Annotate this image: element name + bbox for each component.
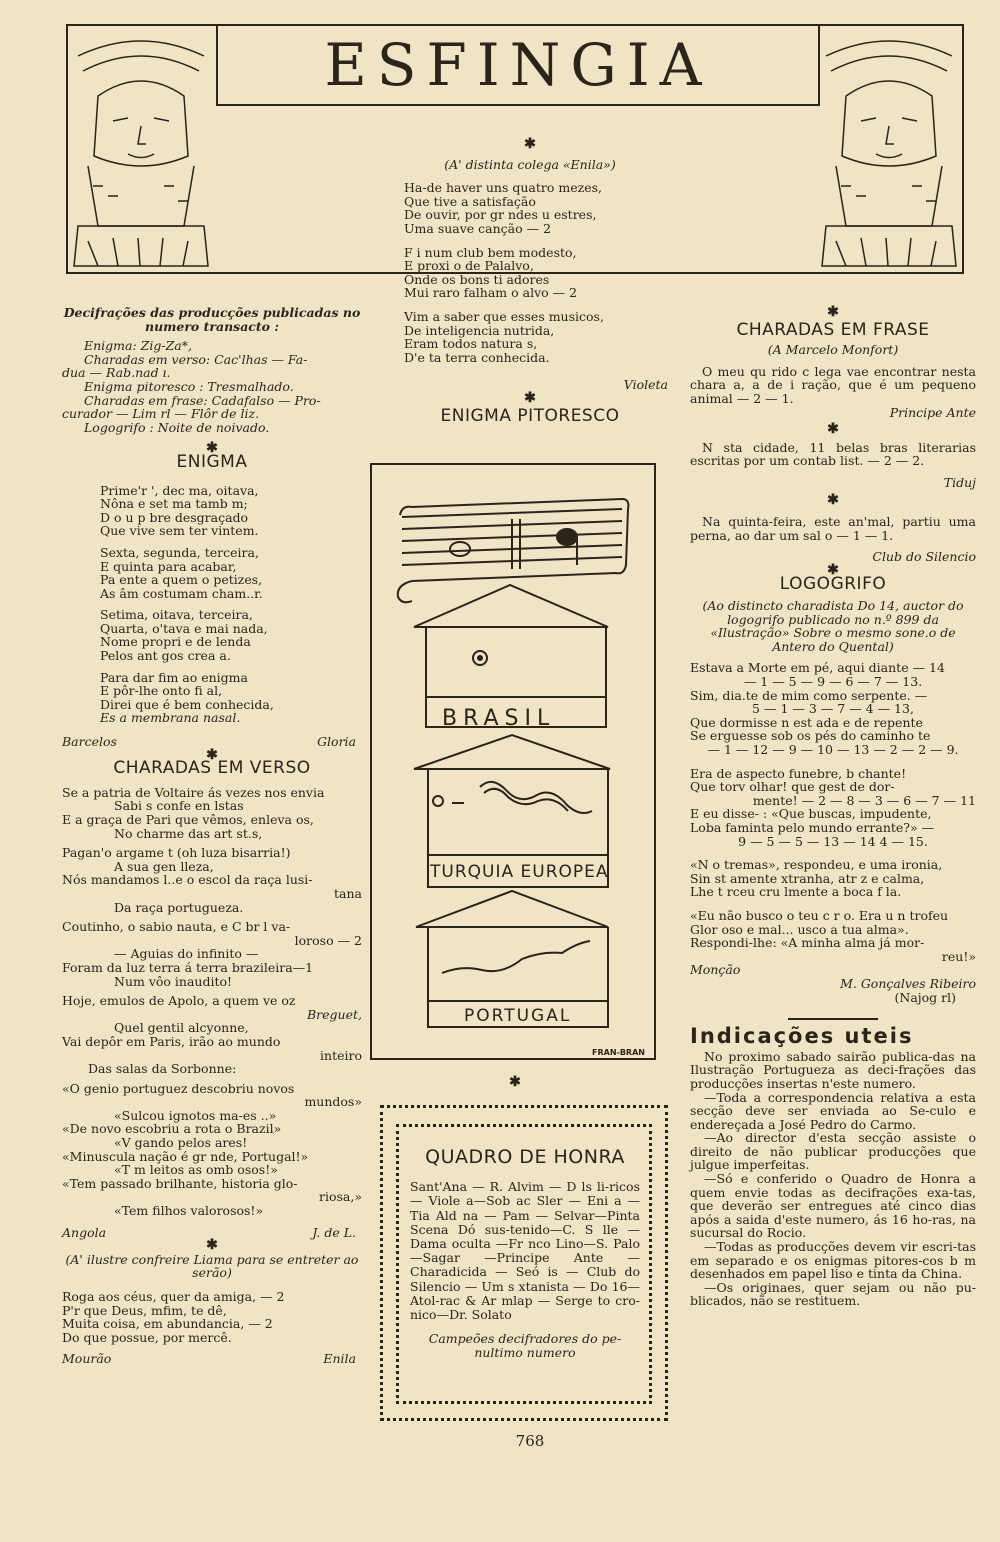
verse-line: Vai depôr em Paris, irão ao mundo xyxy=(62,1033,281,1049)
verse-line: Hoje, emulos de Apolo, a quem ve oz xyxy=(62,993,296,1009)
left-column xyxy=(62,306,362,1366)
verse-line: Que vive sem ter vintem. xyxy=(100,523,259,539)
verse-line: Ha-de haver uns quatro mezes, xyxy=(404,180,602,196)
star-divider: ✱ xyxy=(524,136,536,152)
pic-label-brasil: BRASIL xyxy=(442,706,556,731)
verse-line: Do que possue, por mercê. xyxy=(62,1329,232,1345)
decifracao-line: Logogrifo : Noite de noivado. xyxy=(84,419,270,435)
indicacao-paragraph: —Todas as producções devem vir escri-tas em separado e os enigmas pitores-cos b m desenhados em papel liso e tinta da China. xyxy=(690,1239,976,1282)
verse-line: Das salas da Sorbonne: xyxy=(88,1061,237,1077)
honra-footer: Campeões decifradores do pe-nultimo numero xyxy=(428,1331,622,1361)
signature-place: Barcelos xyxy=(62,734,117,750)
decifracao-line: Enigma pitoresco : Tresmalhado. xyxy=(84,378,294,394)
verse-line: «N o tremas», respondeu, e uma ironia, xyxy=(690,857,943,873)
verse-line: Se erguesse sob os pés do caminho te xyxy=(690,728,931,744)
verse-line: — 1 — 5 — 9 — 6 — 7 — 13. xyxy=(743,674,923,690)
verse-line: As âm costumam cham..r. xyxy=(100,585,263,601)
pitoresco-picture xyxy=(372,465,654,1058)
star-divider: ✱ xyxy=(509,1074,521,1090)
verse-line: Loba faminta pelo mundo errante?» — xyxy=(690,820,935,835)
verse-line: E a graça de Pari que vêmos, enleva os, xyxy=(62,812,314,827)
decifracoes-list xyxy=(62,339,362,434)
pic-signature: FRAN-BRAN xyxy=(592,1048,645,1057)
charadas-frase-heading: CHARADAS EM FRASE xyxy=(736,319,930,340)
decifracao-line: curador — Lim rl — Flôr de liz. xyxy=(62,406,260,422)
verse-line: Nôna e set ma tamb m; xyxy=(100,496,248,512)
verse-line: tana xyxy=(334,885,362,901)
stanza xyxy=(404,181,668,235)
star-divider: ✱ xyxy=(827,304,839,320)
verse-line: Glor oso e mal... usco a tua alma». xyxy=(690,921,909,937)
verse-line: «T m leitos as omb osos!» xyxy=(114,1162,278,1178)
verse-line: «Minuscula nação é gr nde, Portugal!» xyxy=(62,1148,309,1164)
sphinx-left-illustration xyxy=(68,26,214,272)
enigma-poem xyxy=(62,484,362,726)
verse-line: Eram todos natura s, xyxy=(404,336,538,352)
verse-line: Sim, dia.te de mim como serpente. — xyxy=(690,687,928,703)
page-number: 768 xyxy=(515,1432,545,1450)
indicacao-paragraph: —Só e conferido o Quadro de Honra a quem envie todas as decifrações exa-tas, que deverão ser entregues até cinco dias após a saida d'este numero, ás 16 ho-ras, na sucursal do Rocio. xyxy=(690,1171,976,1241)
verse-line: Sin st amente xtranha, atr z e calma, xyxy=(690,870,925,886)
verse-line: Vim a saber que esses musicos, xyxy=(404,308,604,324)
signature-author: M. Gonçalves Ribeiro xyxy=(840,975,976,991)
verse-line: De ouvir, por gr ndes u estres, xyxy=(404,207,597,223)
decifracao-line: Charadas em verso: Cac'lhas — Fa- xyxy=(84,351,308,367)
indicacao-paragraph: —Ao director d'esta secção assiste o direito de não publicar producções que julgue imperfeitas. xyxy=(690,1130,976,1173)
verse-line: — 1 — 12 — 9 — 10 — 13 — 2 — 2 — 9. xyxy=(707,742,959,758)
verse-line: Prime'r ', dec ma, oitava, xyxy=(100,482,259,498)
signature-author: Tiduj xyxy=(943,474,976,490)
charada2-signature xyxy=(62,1352,362,1366)
stanza xyxy=(100,671,362,725)
verse-line: Nome propri e de lenda xyxy=(100,634,251,650)
star-divider: ✱ xyxy=(206,440,218,457)
honra-panel xyxy=(410,1146,640,1361)
verse-line: Onde os bons ti adores xyxy=(404,271,550,287)
star-divider: ✱ xyxy=(827,421,839,438)
verse-line: Da raça portugueza. xyxy=(114,899,244,915)
verse-line: Quel gentil alcyonne, xyxy=(114,1020,249,1036)
verse-line: Mui raro falham o alvo — 2 xyxy=(404,285,578,301)
divider-line xyxy=(788,1018,878,1020)
verse-line: No charme das art st.s, xyxy=(114,825,263,841)
verse-line: Respondi-lhe: «A minha alma já mor- xyxy=(690,935,925,951)
verse-line: Direi que é bem conhecida, xyxy=(100,696,274,712)
verse-line: A sua gen lleza, xyxy=(114,858,214,874)
verse-line: Pelos ant gos crea a. xyxy=(100,648,231,664)
verse-line: Num vôo inaudito! xyxy=(114,973,233,989)
honra-text: Sant'Ana — R. Alvim — D ls li-ricos — Viole a—Sob ac Sler — Eni a — Tia Ald na — Pam — Selvar—Pinta Scena Dó sus-tenido—C. S lle —Dama oculta —Fr nco Lino—S. Palo—Sagar —Principe Ante — Charadicida — Seó is — Club do Silencio — Um s xtanista — Do 16— Atol-rac & Ar mlap — Serge to cro-nico—Dr. Solato xyxy=(410,1179,640,1323)
stanza xyxy=(100,484,362,538)
signature-author: Principe Ante xyxy=(889,404,976,420)
verse-line: «O genio portuguez descobriu novos xyxy=(62,1080,295,1096)
right-column xyxy=(690,306,976,1308)
verse-line: Sexta, segunda, terceira, xyxy=(100,544,259,560)
decifracao-line: Charadas em frase: Cadafalso — Pro- xyxy=(84,392,321,408)
verse-line: Foram da luz terra á terra brazileira—1 xyxy=(62,959,314,975)
verse-line: D o u p bre desgraçado xyxy=(100,509,249,525)
verse-line: Que tive a satisfação xyxy=(404,193,536,209)
indicacoes-heading: Indicações uteis xyxy=(690,1024,914,1049)
decifracoes-title: Decifrações das producções publicadas no numero transacto : xyxy=(63,305,361,334)
verse-line: — Aguias do infinito — xyxy=(114,946,259,962)
verse-line: Muita coisa, em abundancia, — 2 xyxy=(62,1316,273,1332)
indicacao-paragraph: No proximo sabado sairão publica-das na Ilustração Portugueza as deci-frações das producções insertas n'este numero. xyxy=(690,1048,976,1091)
verse-line: «V gando pelos ares! xyxy=(114,1135,248,1151)
charadas-verso-poem xyxy=(62,786,362,1218)
verse-line: Pa ente a quem o petizes, xyxy=(100,572,263,588)
indicacao-paragraph: —Toda a correspondencia relativa a esta secção deve ser enviada ao Se-culo e endereçada a José Pedro do Carmo. xyxy=(690,1089,976,1132)
verse-line: Uma suave canção — 2 xyxy=(404,220,552,236)
verse-line: Sabi s confe en lstas xyxy=(114,798,244,814)
charada2-poem xyxy=(62,1290,362,1344)
pic-label-portugal: PORTUGAL xyxy=(464,1006,572,1026)
verse-line: E proxi o de Palalvo, xyxy=(404,258,534,274)
page-title: ESFINGIA xyxy=(324,31,712,99)
charada-frase: O meu qu rido c lega vae encontrar nesta chara a, a de i ração, que é um pequeno animal — 2 — 1. xyxy=(690,363,976,406)
verse-line: F i num club bem modesto, xyxy=(404,244,577,260)
honra-title: QUADRO DE HONRA xyxy=(425,1146,625,1168)
verse-line: Que torv olhar! que gest de dor- xyxy=(690,779,895,795)
stanza xyxy=(404,246,668,300)
verse-line: mente! — 2 — 8 — 3 — 6 — 7 — 11 xyxy=(752,792,976,808)
verse-line: mundos» xyxy=(304,1094,362,1110)
stanza xyxy=(100,608,362,662)
star-divider: ✱ xyxy=(827,561,839,578)
dedication: (A' distinta colega «Enila») xyxy=(444,156,616,172)
verse-line: «De novo escobriu a rota o Brazil» xyxy=(62,1121,282,1137)
verse-line: De inteligencia nutrida, xyxy=(404,322,555,338)
signature-author: J. de L. xyxy=(312,1224,356,1240)
signature-place: Monção xyxy=(690,962,741,978)
charada-frase: Na quinta-feira, este an'mal, partiu uma perna, ao dar um sal o — 1 — 1. xyxy=(690,514,976,543)
verse-line: Es a membrana nasal. xyxy=(100,710,241,726)
verse-line: E eu disse- : «Que buscas, impudente, xyxy=(690,806,932,822)
middle-poem xyxy=(392,181,668,364)
verse-line: Lhe t rceu cru lmente a boca f la. xyxy=(690,884,902,900)
stanza xyxy=(100,546,362,600)
signature-note: (Najog rl) xyxy=(894,989,956,1005)
verse-line: D'e ta terra conhecida. xyxy=(404,349,550,365)
verse-line: 9 — 5 — 5 — 13 — 14 4 — 15. xyxy=(738,833,928,849)
verse-line: Quarta, o'tava e mai nada, xyxy=(100,620,268,636)
signature-author: Club do Silencio xyxy=(872,549,976,565)
verse-line: Pagan'o argame t (oh luza bisarria!) xyxy=(62,845,291,861)
verse-line: Breguet, xyxy=(306,1006,362,1022)
signature-place: Mourão xyxy=(62,1351,112,1367)
verse-line: Se a patria de Voltaire ás vezes nos envia xyxy=(62,784,325,800)
star-divider: ✱ xyxy=(524,389,536,406)
decifracao-line: Enigma: Zig-Za*, xyxy=(84,338,192,354)
verse-line: E pôr-lhe onto fi al, xyxy=(100,683,223,699)
logogrifo-heading: LOGOGRIFO xyxy=(779,573,887,594)
verse-line: «Tem filhos valorosos!» xyxy=(114,1203,264,1219)
charada-frase: N sta cidade, 11 belas bras literarias escritas por um contab list. — 2 — 2. xyxy=(690,439,976,469)
charadas-verso-heading: CHARADAS EM VERSO xyxy=(113,758,311,779)
stanza xyxy=(404,310,668,364)
verse-line: «Tem passado brilhante, historia glo- xyxy=(62,1175,298,1191)
star-divider: ✱ xyxy=(206,746,218,763)
verse-line: Roga aos céus, quer da amiga, — 2 xyxy=(62,1289,285,1304)
sphinx-right-illustration xyxy=(816,26,962,272)
verse-line: inteiro xyxy=(320,1047,362,1063)
signature-author: Gloria xyxy=(317,734,356,750)
verse-line: Nós mandamos l..e o escol da raça lusi- xyxy=(62,872,313,888)
verse-line: loroso — 2 xyxy=(294,932,362,948)
star-divider: ✱ xyxy=(827,491,839,508)
verse-line: E quinta para acabar, xyxy=(100,558,237,574)
decifracao-line: dua — Rab.nad ı. xyxy=(62,365,171,381)
signature-author: Violeta xyxy=(623,377,668,393)
verse-line: riosa,» xyxy=(319,1189,362,1205)
indicacoes-list xyxy=(690,1050,976,1308)
verse-line: reu!» xyxy=(941,948,976,964)
signature-place: Angola xyxy=(62,1224,107,1240)
logogrifo-poem xyxy=(690,661,976,963)
dedication: (A Marcelo Monfort) xyxy=(767,342,899,358)
verse-line: Estava a Morte em pé, aqui diante — 14 xyxy=(690,660,945,676)
enigma-heading: ENIGMA xyxy=(176,451,248,472)
pitoresco-heading: ENIGMA PITORESCO xyxy=(440,405,620,426)
pic-label-turquia: TURQUIA EUROPEA xyxy=(430,862,609,882)
verse-line: P'r que Deus, mfim, te dê, xyxy=(62,1302,227,1318)
middle-column xyxy=(392,136,668,426)
verse-line: «Eu não busco o teu c r o. Era u n trofeu xyxy=(690,907,949,923)
verse-line: 5 — 1 — 3 — 7 — 4 — 13, xyxy=(752,701,914,717)
signature-author: Enila xyxy=(323,1351,356,1367)
verse-line: Que dormisse n est ada e de repente xyxy=(690,714,923,730)
verse-line: «Sulcou ignotos ma-es ..» xyxy=(114,1107,277,1123)
verse-line: Coutinho, o sabio nauta, e C br l va- xyxy=(62,919,291,935)
star-divider: ✱ xyxy=(206,1237,218,1254)
verse-line: Era de aspecto funebre, b chante! xyxy=(690,765,907,781)
indicacao-paragraph: —Os originaes, quer sejam ou não pu-blicados, não se restituem. xyxy=(690,1279,976,1309)
verse-line: Para dar fim ao enigma xyxy=(100,669,248,685)
dedication: (Ao distincto charadista Do 14, auctor do logogrifo publicado no n.º 899 da «Ilustração» Sobre o mesmo sone.o de Antero do Quental) xyxy=(702,598,964,654)
verse-line: Setima, oitava, terceira, xyxy=(100,607,253,623)
dedication: (A' ilustre confreire Liama para se entreter ao serão) xyxy=(65,1251,359,1281)
